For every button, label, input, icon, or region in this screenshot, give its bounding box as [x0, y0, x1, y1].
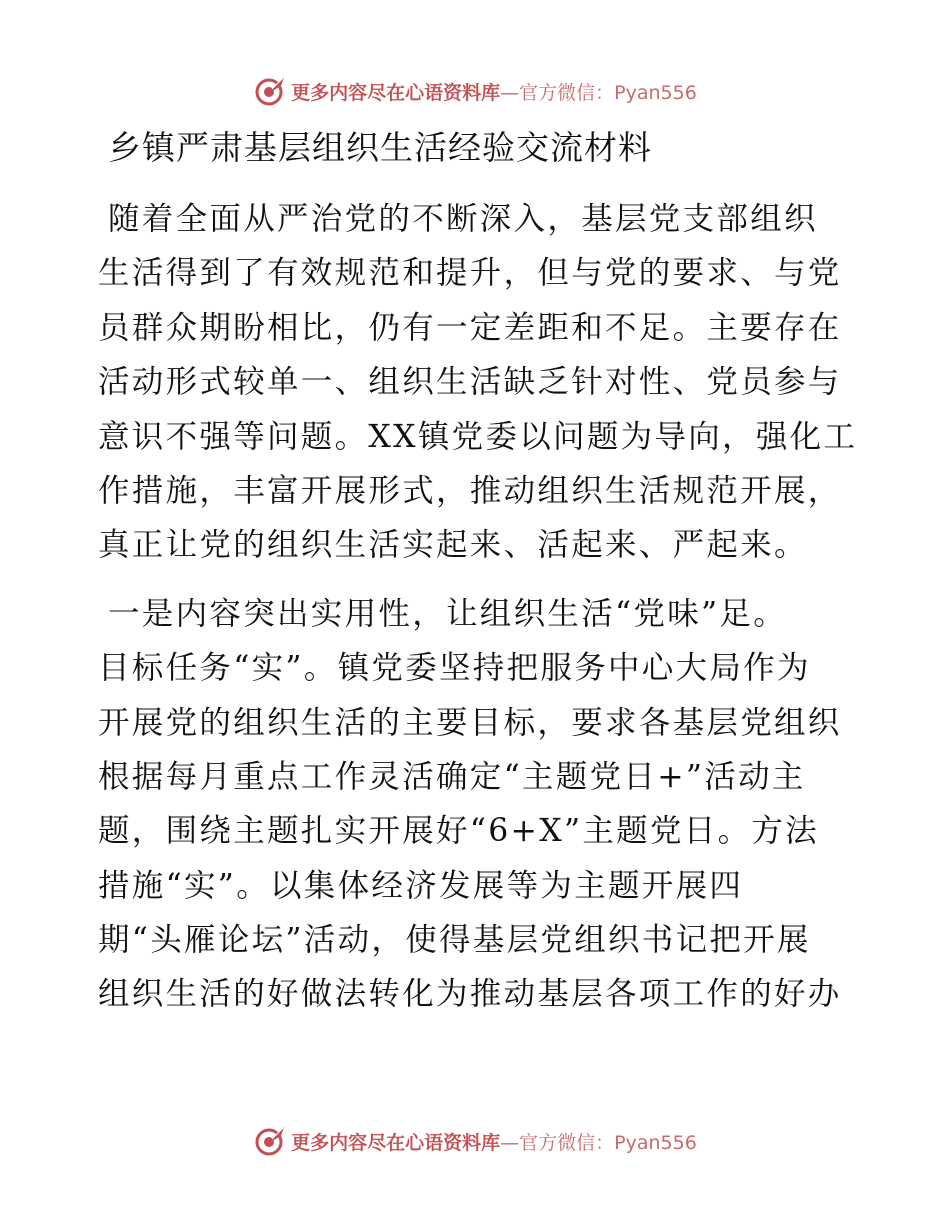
- text-line: 作措施，丰富开展形式，推动组织生活规范开展，: [98, 472, 842, 509]
- paragraph-section-1: [98, 587, 858, 1022]
- watermark-text: [291, 1128, 697, 1155]
- text-line: 随着全面从严治党的不断深入，基层党支部组织: [108, 201, 818, 237]
- paragraph-intro: [98, 192, 858, 573]
- text-line: 根据每月重点工作灵活确定“主题党日+”活动主: [98, 758, 806, 795]
- text-line: 员群众期盼相比，仍有一定差距和不足。主要存在: [98, 309, 842, 346]
- text-line: 意识不强等问题。XX镇党委以问题为导向，强化工: [98, 418, 858, 455]
- document-title: 乡镇严肃基层组织生活经验交流材料: [108, 128, 652, 167]
- watermark-text: [291, 78, 697, 105]
- watermark-wechat: —官方微信：Pyan556: [500, 1131, 697, 1154]
- watermark-site: 更多内容尽在心语资料库: [291, 81, 501, 104]
- text-line: 组织生活的好做法转化为推动基层各项工作的好办: [98, 976, 842, 1013]
- header-watermark: [0, 71, 950, 111]
- text-line: 生活得到了有效规范和提升，但与党的要求、与党: [98, 255, 842, 292]
- text-line: 开展党的组织生活的主要目标，要求各基层党组织: [98, 704, 842, 741]
- quill-logo-icon: [253, 1124, 287, 1158]
- text-line: 措施“实”。以集体经济发展等为主题开展四: [98, 867, 744, 904]
- text-line: 题，围绕主题扎实开展好“6+X”主题党日。方法: [98, 813, 819, 850]
- document-body: [98, 122, 858, 1036]
- text-line: 真正让党的组织生活实起来、活起来、严起来。: [98, 527, 808, 564]
- footer-watermark: [0, 1121, 950, 1161]
- watermark-site: 更多内容尽在心语资料库: [291, 1131, 501, 1154]
- text-line: 目标任务“实”。镇党委坚持把服务中心大局作为: [98, 650, 811, 687]
- text-line: 期“头雁论坛”活动，使得基层党组织书记把开展: [98, 922, 811, 959]
- text-line: 活动形式较单一、组织生活缺乏针对性、党员参与: [98, 364, 842, 401]
- text-line: 一是内容突出实用性，让组织生活“党味”足。: [108, 595, 788, 632]
- quill-logo-icon: [253, 74, 287, 108]
- watermark-wechat: —官方微信：Pyan556: [500, 81, 697, 104]
